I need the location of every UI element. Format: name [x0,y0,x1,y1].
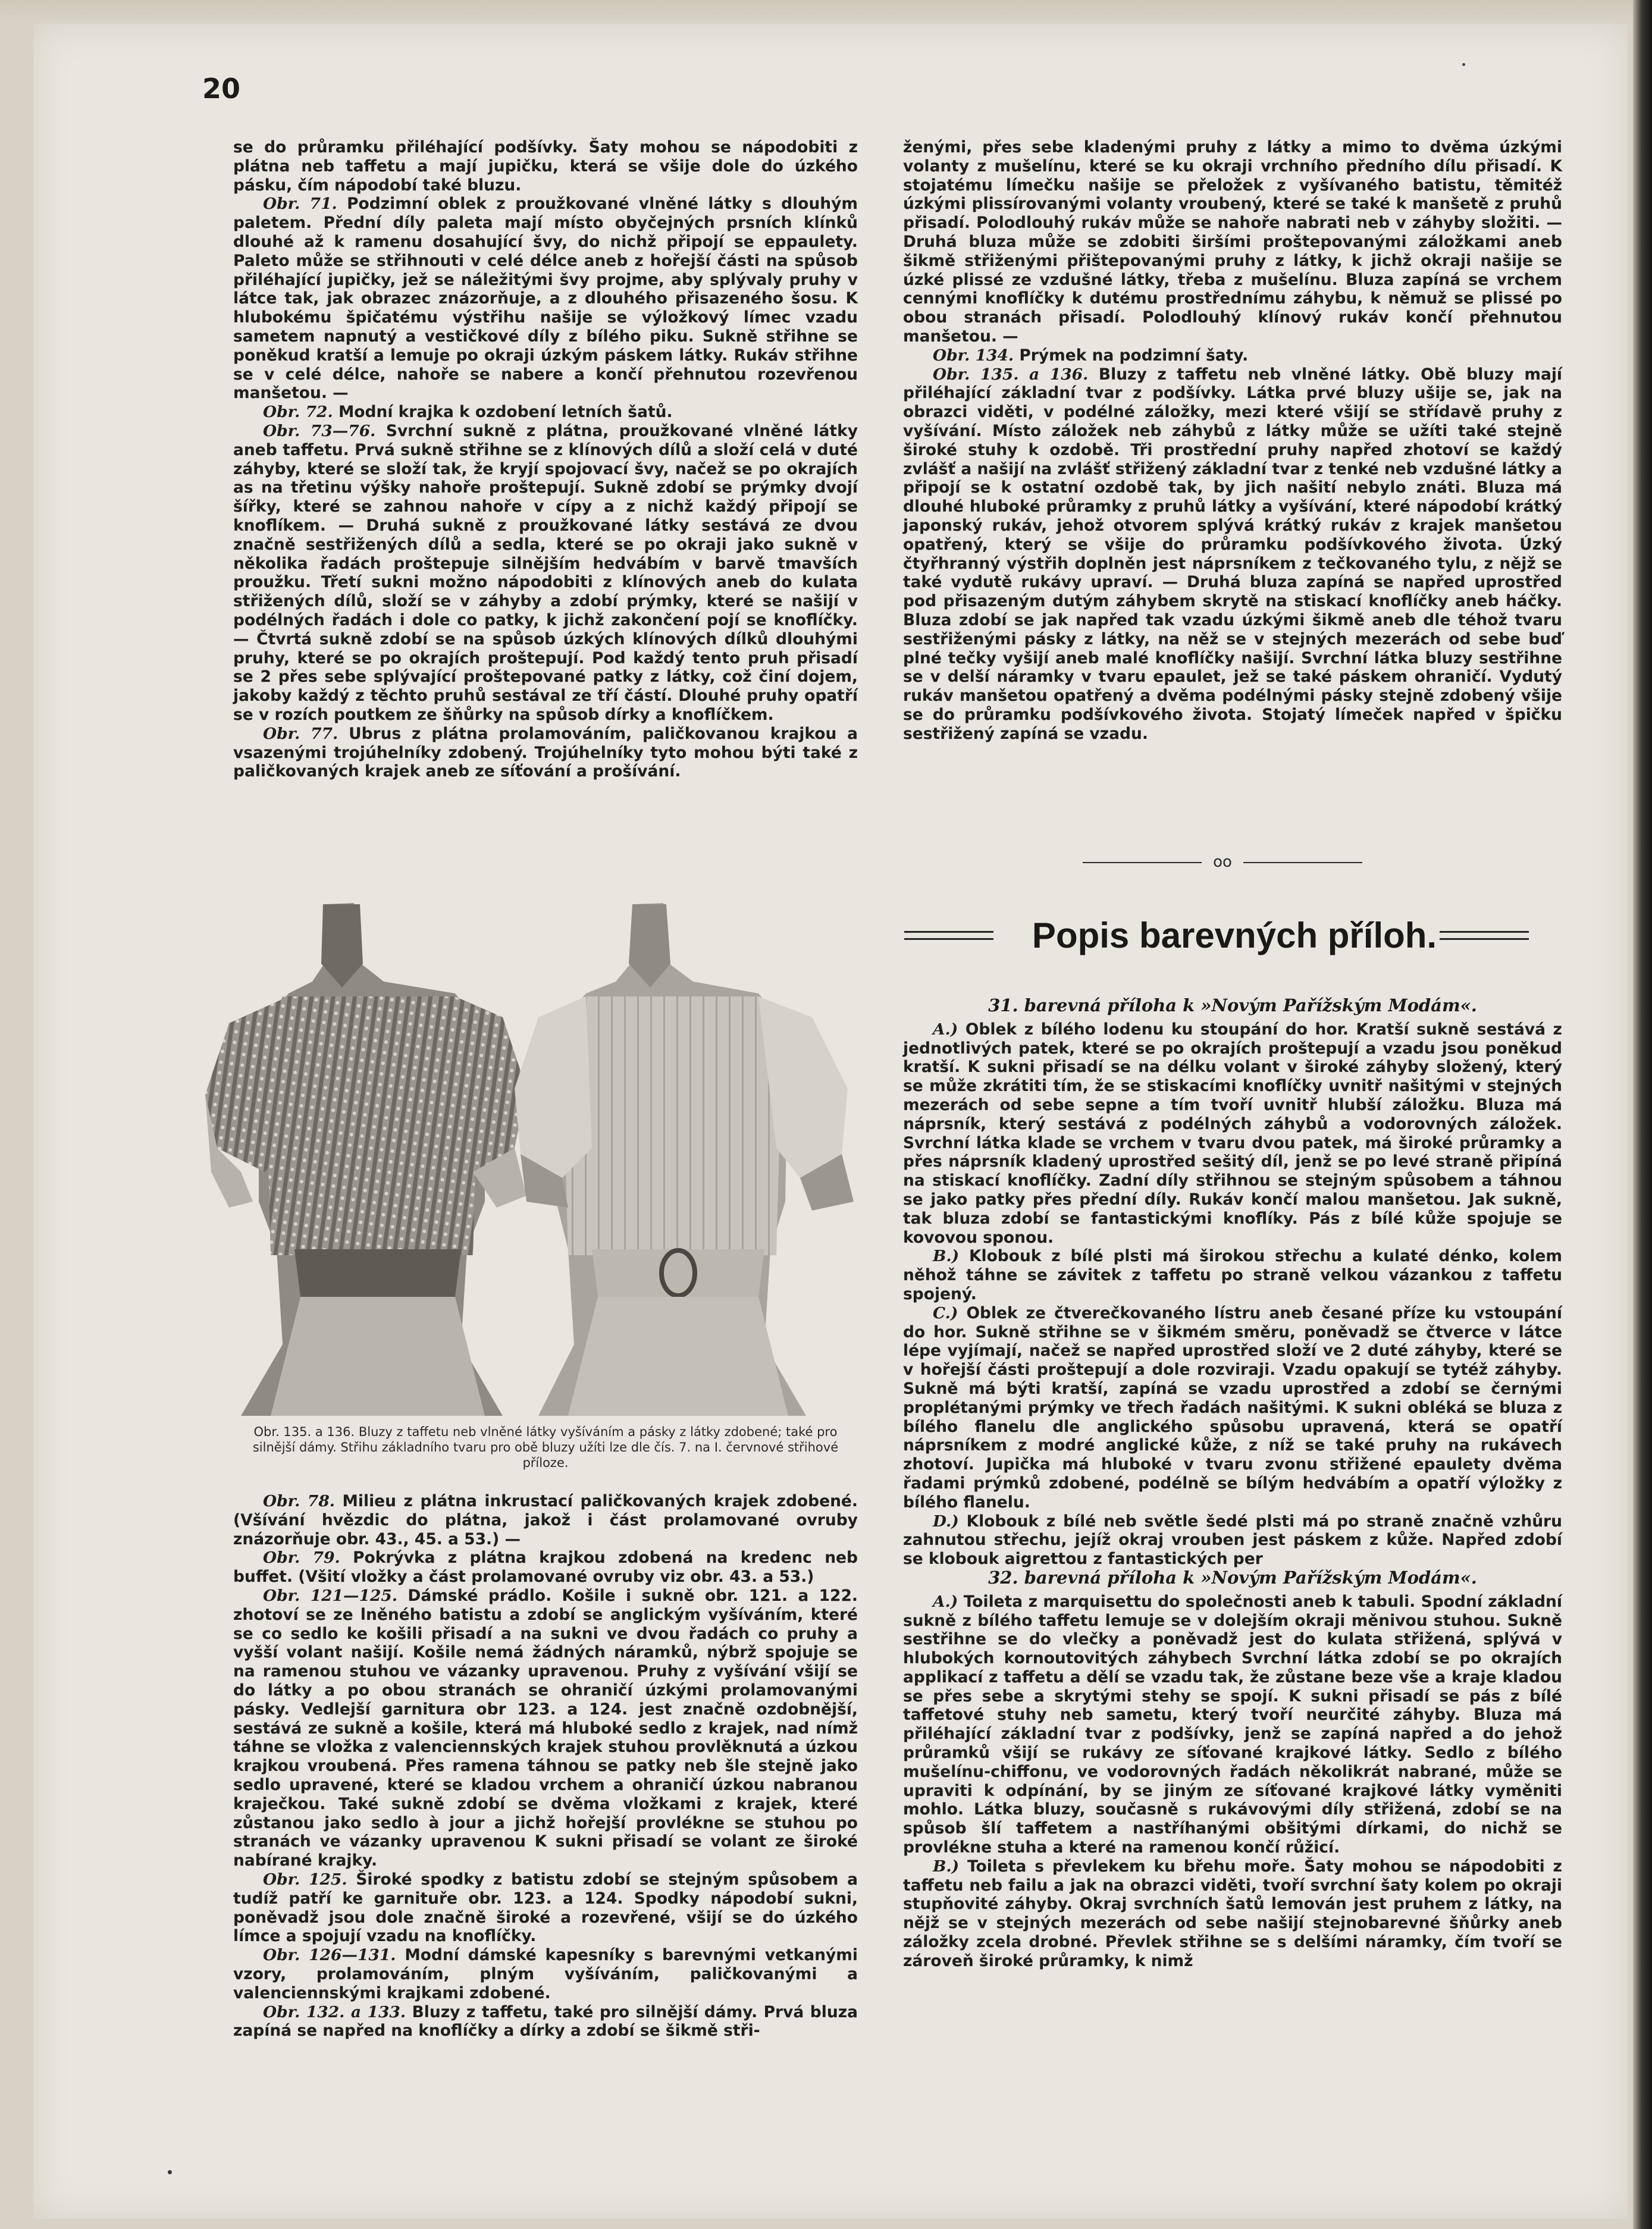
paragraph-text: Oblek ze čtverečkovaného lístru aneb česané příze ku vstoupání do hor. Sukně střihne se v šikmém směru, poněvadž se čtverce v látce lépe vyjímají, načež se napřed uprostřed složí ve 2 duté záhyby, které se v hořejší části proštepují a dole rozviraji. Vzadu opakují se tytéž záhyby. Sukně má býti kratší, zapíná se vzadu uprostřed a zdobí se černými proplétanými prýmky ve třech řadách našitými. K sukni obléká se bluza z bílého flanelu dle anglického spůsobu upravená, která se opatří náprsníkem z modré anglické kůže, z níž se také pruhy na rukávech zhotoví. Jupička má hluboké v tvaru zvonu střižené epaulety dvěma řadami prýmků zdobené, podélně se bílým hedvábím a opatří výložky z bílého flanelu. [903,1303,1562,1512]
paragraph-text: Modní dámské kapesníky s barevnými vetkanými vzory, prolamováním, plným vyšíváním, paličkovanými a valenciennskými krajkami zdobené. [233,1946,858,2002]
scan-dot [168,2170,172,2174]
right-column-bottom-text [903,996,1562,1971]
figure-reference-label: Obr. 77. [263,724,338,743]
paragraph-text: Svrchní sukně z plátna, proužkované vlněné látky aneb taffetu. Prvá sukně střihne se z klínových dílů a složí celá v duté záhyby, které se složí tak, že kryjí spojovací švy, načež se po okrajích as na třetinu výšky nahoře proštepují. Sukně zdobí se prýmky dvojí šířky, které se zahnou nahoře v cípy a z nichž každý připojí se knoflíkem. — Druhá sukně z proužkované látky sestává ze dvou značně sestřižených dílů a sedla, které se po okraji jako sukně v několika řadách proštepuje silnějším hedvábím v barvě tmavších proužku. Třetí sukni možno nápodobiti z klínových aneb do kulata střižených dílů, složí se v záhyby a zdobí prýmky, které se našijí v podélných řadách i dole co patky, k jichž zakončení pojí se knoflíčky. — Čtvrtá sukně zdobí se na spůsob úzkých klínových dílků dlouhými pruhy, které se po okrajích proštepují. Pod každý tento pruh přisadí se 2 přes sebe splývající proštepované patky z látky, což činí dojem, jakoby každý z těchto pruhů sestával ze tří částí. Dlouhé pruhy opatří se v rozích poutkem ze šňůrky na spůsob dírky a knoflíčkem. [233,421,858,724]
figure-reference-label: B.) [933,1857,960,1876]
paragraph [233,725,858,781]
separator-ornament: oo [1213,853,1232,871]
figure-reference-label: A.) [933,1592,958,1611]
section-separator [1083,853,1362,871]
paragraph-text: Ubrus z plátna prolamováním, paličkovanou krajkou a vsazenými trojúhelníky zdobený. Trojúhelníky tyto mohou býti také z paličkovaných krajek aneb ze síťování a prošívání. [233,724,858,781]
scan-edge-right [1633,0,1652,2229]
left-column-top-text [233,138,858,781]
paragraph [903,346,1562,365]
paragraph [903,138,1562,346]
paragraph-text: Bluzy z taffetu, také pro silnější dámy. Prvá bluza zapíná se napřed na knoflíčky a dírky a zdobí se šikmě stři- [233,2002,858,2040]
page-number: 20 [202,73,241,105]
paragraph-text: Bluzy z taffetu neb vlněné látky. Obě bluzy mají přiléhající základní tvar z podšívky. Látka prvé bluzy ušije se, jak na obrazci viděti, v podélné záložky, mezi které všijí se střídavě pruhy z vyšívání. Místo záložek neb záhybů z látky může se užíti také stejně široké stuhy k ozdobě. Tři prostřední pruhy napřed zhotoví se každý zvlášť a našijí na zvlášť střižený základní tvar z tenké neb vzdušné látky a připojí se k ostatní ozdobě tak, by jich našití nebylo znáti. Bluza má dlouhé hluboké průramky z pruhů látky a vyšívání, které nápodobí krátký japonský rukáv, jehož otvorem splývá krátký rukáv z krajek manšetou opatřený, který se všije do průramku podšívkového života. Úzký čtyřhranný výstřih doplněn jest náprsníkem z tečkovaného tylu, z nějž se také vydutě rukávy upraví. — Druhá bluza zapíná se napřed uprostřed pod přisazeným dutým záhybem skrytě na stiskací knoflíčky aneb háčky. Bluza zdobí se jak napřed tak vzadu úzkými šikmě aneb dle téhož tvaru sestřiženými pásky z látky, na něž se v stejných mezerách od sebe buď plné tečky vyšijí aneb malé knoflíčky našijí. Svrchní látka bluzy sestřihne se v delší náramky v tvaru epaulet, jež se také páskem ohraničí. Vydutý rukáv manšetou opatřený a dvěma podélnými pásky stejně zdobený všije se do průramku podšívkového života. Stojatý límeček napřed v špičku sestřižený zapíná se vzadu. [903,365,1562,743]
paragraph-text: Klobouk z bílé neb světle šedé plsti má po straně značně vzhůru zahnutou střechu, jejíž okraj vrouben jest páskem z kůže. Napřed zdobí se klobouk aigrettou z fantastických per [903,1512,1562,1569]
figure-reference-label: Obr. 126—131. [263,1946,396,1965]
paragraph [233,1946,858,2002]
paragraph [233,138,858,195]
figure-reference-label: Obr. 73—76. [263,421,376,440]
figure-reference-label: Obr. 134. [933,346,1014,365]
right-blouse-figure [515,903,854,1416]
paragraph-text: Pokrývka z plátna krajkou zdobená na kredenc neb buffet. (Všití vložky a část prolamované ovruby viz obr. 43. a 53.) [233,1548,858,1587]
figure-reference-label: Obr. 72. [263,403,333,422]
paragraph [903,365,1562,744]
paragraph-text: Široké spodky z batistu zdobí se stejným spůsobem a tudíž patří ke garnituře obr. 123. a 124. Spodky nápodobí sukni, poněvadž jsou dole značně široké a rozevřené, všijí se do úzkého límce a spojují vzadu na knoflíčky. [233,1870,858,1946]
supplement-subhead: 31. barevná příloha k »Novým Pařížským Modám«. [988,995,1477,1015]
figure-reference-label: A.) [933,1020,958,1039]
right-column-top-text [903,138,1562,744]
paragraph [233,195,858,403]
figure-reference-label: Obr. 71. [263,195,337,214]
paragraph [233,403,858,422]
section-heading [892,912,1576,960]
section-heading-title: Popis barevných příloh. [1032,916,1437,955]
blouses-illustration [205,892,866,1416]
paragraph-text: Prýmek na podzimní šaty. [1019,346,1249,365]
paragraph-text: Milieu z plátna inkrustací paličkovaných krajek zdobené. (Všívání hvězdic do plátna, jakož i část prolamované ovruby znázorňuje obr. 43., 45. a 53.) — [233,1492,858,1548]
figure-reference-label: Obr. 125. [263,1870,347,1889]
left-blouse-figure [205,903,526,1416]
supplement-subhead: 32. barevná příloha k »Novým Pařížským Modám«. [988,1567,1477,1588]
paragraph [233,2003,858,2041]
figure-reference-label: Obr. 135. a 136. [933,365,1089,384]
paragraph [233,1587,858,1870]
figure-reference-label: Obr. 121—125. [263,1586,398,1605]
paragraph [903,1304,1562,1512]
left-column-bottom-text [233,1492,858,2040]
paragraph-text: se do průramku přiléhající podšívky. Šaty mohou se nápodobiti z plátna neb taffetu a mají jupičku, která se všije dole do úzkého pásku, čím nápodobí také bluzu. [233,138,858,195]
paragraph-text: Modní krajka k ozdobení letních šatů. [338,403,673,422]
paragraph [903,1857,1562,1971]
paragraph-text: Dámské prádlo. Košile i sukně obr. 121. a 122. zhotoví se ze lněného batistu a zdobí se anglickým vyšíváním, které se co sedlo ke košili přisadí a na sukni ve dvou řadách co pruhy a vyšší volant našijí. Košile nemá žádných náramků, nýbrž spojuje se na ramenou stuhou ve vázanky upravenou. Pruhy z vyšívání všijí se do látky a po obou stranách se ohraničí úzkými prolamovanými pásky. Vedlejší garnitura obr 123. a 124. jest značně ozdobnější, sestává ze sukně a košile, která má hluboké sedlo z krajek, nad nímž táhne se vložka z valenciennských krajek stuhou provlěknutá a úzkou krajkou vroubená. Přes ramena táhnou se patky neb šle stejně jako sedlo upravené, které se kladou vrchem a ohraničí úzkou nabranou kraječkou. Také sukně zdobí se dvěma vložkami z krajek, které zůstanou jako sedlo à jour a jichž hořejší provlékne se stuhou po stranách ve vázanky upravenou K sukni přisadí se volant ze široké nabírané krajky. [233,1586,858,1870]
paragraph-text: Oblek z bílého lodenu ku stoupání do hor. Kratší sukně sestává z jednotlivých patek, které se po okrajích proštepují a vzadu jsou poněkud kratší. K sukni přisadí se na délku volant v široké záhyby složený, který se může zkrátiti tím, že se stiskacími knoflíčky uvnitř našitými v stejných mezerách od sebe sepne a tím tvoří uvnitř hlubší záložku. Bluza má náprsník, který sestává z podélných záhybů a vodorovných záložek. Svrchní látka klade se vrchem v tvaru dvou patek, má široké průramky a přes náprsník kladený uprostřed sešitý díl, jenž se po levé straně připíná na stiskací knoflíčky. Zadní díly střihnou se stejným spůsobem a táhnou se jako patky přes přední díly. Rukáv končí malou manšetou. Jak sukně, tak bluza zdobí se fantastickými knoflíky. Pás z bílé kůže spojuje se kovovou sponou. [903,1020,1562,1247]
figure-reference-label: C.) [933,1303,958,1322]
scan-edge-top [0,0,1652,21]
paragraph-text: Toileta s převlekem ku břehu moře. Šaty mohou se nápodobiti z taffetu neb failu a jak na obrazci viděti, tvoří svrchní šaty kolem po okraji stupňovité záhyby. Okraj svrchních šatů lemován jest pruhem z látky, na nějž se v stejných mezerách od sebe našijí stejnobarevné šňůrky aneb záložky zcela drobné. Převlek střihne se s delšími náramky, čím tvoří se zároveň široké průramky, k nimž [903,1857,1562,1970]
paragraph [903,1512,1562,1569]
paragraph-text: Toileta z marquisettu do společnosti aneb k tabuli. Spodní základní sukně z bílého taffetu lemuje se v dolejším okraji měnivou stuhou. Sukně sestřihne se do vlečky a poněvadž jest do kulata střižená, splývá v hlubokých kornoutovitých záhybech Svrchní látka zdobí se po okrajích applikací z taffetu a dělí se vzadu tak, že zůstane beze vše a kraje kladou se přes sebe a skrytými stehy se spojí. K sukni přisadí se pás z bílé taffetové stuhy neb sametu, který tvoří neurčité záhyby. Bluza má přiléhající základní tvar z podšívky, jenž se zapíná napřed a do jehož průramků všijí se rukávy ze síťované krajkové látky. Sedlo z bílého mušelínu-chiffonu, ve vodorovných řadách několikrát nabrané, může se upraviti k odpínání, by se jiným ze síťované krajkové látky vyměniti mohlo. Látka bluzy, současně s rukávovými díly střižená, zdobí se na spůsob šlí taffetem a nastříhanými obšitými dírkami, do nichž se provlékne stuha a které na ramenou končí růžicí. [903,1592,1563,1857]
figure-reference-label: D.) [933,1512,959,1531]
paragraph [903,1020,1562,1247]
paragraph [233,1870,858,1946]
figure-reference-label: Obr. 78. [263,1492,335,1510]
figure-reference-label: Obr. 79. [263,1548,340,1567]
paragraph [233,422,858,725]
scan-dot [1462,63,1465,66]
paragraph [903,1247,1562,1303]
figure-caption: Obr. 135. a 136. Bluzy z taffetu neb vlněné látky vyšíváním a pásky z látky zdobené; také pro silnější dámy. Střihu základního tvaru pro obě bluzy užíti lze dle čís. 7. na I. červnové střihové příloze. [252,1425,839,1470]
paragraph-text: ženými, přes sebe kladenými pruhy z látky a mimo to dvěma úzkými volanty z mušelínu, které se ku okraji vrchního předního dílu přisadí. K stojatému límečku našije se přeložek z vyšívaného batistu, těmitéž úzkými plissírovanými volanty vroubený, které se také k manšetě z pruhů přisadí. Polodlouhý rukáv může se nahoře nabrati neb v záhyby složiti. — Druhá bluza může se zdobiti širšími proštepovanými záložkami aneb šikmě střiženými přištepovanými pruhy z látky, k jichž okraji našije se úzké plissé ze vzdušné látky, třeba z mušelínu. Bluza zapíná se vrchem cennými knoflíčky k dutému prostřednímu záhybu, k němuž se plissé po obou stranách přisadí. Polodlouhý klínový rukáv končí přehnutou manšetou. — [903,138,1562,346]
paragraph [903,1592,1562,1857]
paragraph-text: Podzimní oblek z proužkované vlněné látky s dlouhým paletem. Přední díly paleta mají místo obyčejných prsních klínků dlouhé až k ramenu dosahující švy, do nichž připojí se eppaulety. Paleto může se střihnouti v celé délce aneb z hořejší části na spůsob přiléhající jupičky, jež se náležitými švy projme, aby splývaly pruhy v látce tak, jak obrazec znázorňuje, a z dlouhého přisazeného šosu. K hlubokému špičatému výstřihu našije se výložkový límec vzadu sametem napnutý a vestičkové díly z bílého piku. Sukně střihne se poněkud kratší a lemuje po okraji úzkým páskem látky. Rukáv střihne se v celé délce, nahoře se nabere a končí přehnutou rozevřenou manšetou. — [233,195,858,403]
paragraph [233,1492,858,1548]
figure-reference-label: B.) [933,1247,960,1266]
paragraph [233,1548,858,1587]
paragraph-text: Klobouk z bílé plsti má širokou střechu a kulaté dénko, kolem něhož táhne se závitek z taffetu po straně velkou vázankou z taffetu spojený. [903,1247,1562,1303]
figure-reference-label: Obr. 132. a 133. [263,2002,406,2021]
